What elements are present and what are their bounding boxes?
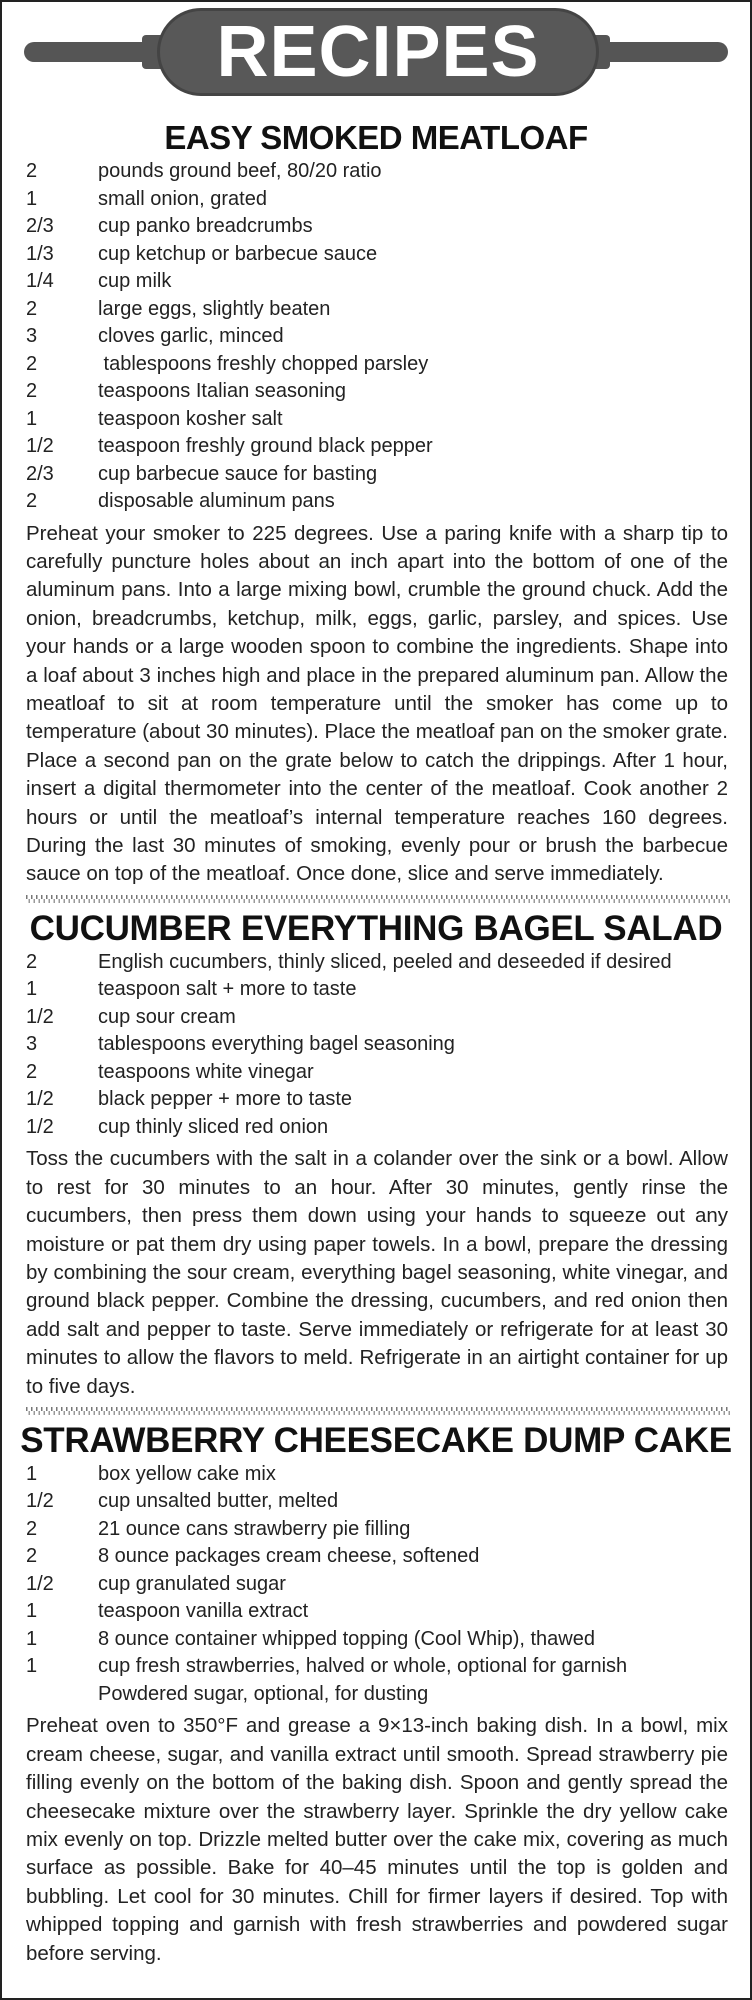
recipe-easy-smoked-meatloaf [2, 118, 750, 889]
ingredient-row [26, 1461, 730, 1489]
ingredient-list [2, 949, 750, 1142]
ingredient-qty: 1 [26, 978, 38, 1001]
ingredient-desc: disposable aluminum pans [98, 490, 335, 512]
ingredient-desc: cup fresh strawberries, halved or whole, optional for garnish [98, 1655, 628, 1678]
ingredient-desc: large eggs, slightly beaten [98, 297, 331, 320]
ingredient-row [26, 461, 730, 489]
ingredient-row [26, 1004, 730, 1032]
ingredient-row [26, 1059, 730, 1087]
ingredient-desc: 8 ounce container whipped topping (Cool Whip), thawed [98, 1627, 595, 1650]
ingredient-list [2, 158, 750, 516]
ingredient-qty: 2/3 [26, 462, 54, 485]
ingredient-qty: 2 [26, 352, 38, 375]
ingredient-qty: 1 [26, 407, 38, 430]
ingredient-desc: cup thinly sliced red onion [98, 1115, 329, 1138]
ingredient-desc: teaspoon freshly ground black pepper [98, 435, 433, 457]
ingredient-desc: teaspoon kosher salt [98, 407, 283, 430]
ingredient-row [26, 213, 730, 241]
ingredient-row [26, 433, 730, 461]
ingredient-desc: English cucumbers, thinly sliced, peeled and deseeded if desired [98, 950, 672, 973]
ingredient-qty: 1/2 [26, 1088, 54, 1111]
ingredient-row [26, 1653, 730, 1681]
ingredient-row [26, 1516, 730, 1544]
ingredient-qty: 2 [26, 490, 38, 512]
ingredient-row [26, 1543, 730, 1571]
recipe-instructions: Preheat oven to 350°F and grease a 9×13-inch baking dish. In a bowl, mix cream cheese, sugar, and vanilla extract until smooth. Spread strawberry pie filling evenly on the bottom of the baking dish. Spoon and gently spread the cheesecake mixture over the strawberry layer. Sprinkle the dry yellow cake mix evenly on top. Drizzle melted butter over the cake mix, covering as much surface as possible. Bake for 40–45 minutes until the top is golden and bubbling. Let cool for 30 minutes. Chill for firmer layers if desired. Top with whipped topping and garnish with fresh strawberries and powdered sugar before serving. [26, 1714, 728, 1965]
ingredient-desc: small onion, grated [98, 187, 267, 210]
ingredient-row [26, 949, 730, 977]
ingredient-desc: 21 ounce cans strawberry pie filling [98, 1517, 411, 1540]
ingredient-qty: 2 [26, 950, 38, 973]
ingredient-row [26, 1571, 730, 1599]
ingredient-desc: teaspoons Italian seasoning [98, 380, 346, 402]
ingredient-row [26, 378, 730, 406]
ingredient-desc: teaspoon salt + more to taste [98, 978, 357, 1001]
ingredient-row [26, 1114, 730, 1142]
recipe-instructions: Toss the cucumbers with the salt in a colander over the sink or a bowl. Allow to rest for 30 minutes to an hour. After 30 minutes, gently rinse the cucumbers, then press them down using your hands to squeeze out any moisture or pat them dry using paper towels. In a bowl, prepare the dressing by combining the sour cream, everything bagel seasoning, white vinegar, and ground black pepper. Combine the dressing, cucumbers, and red onion then add salt and pepper to taste. Serve immediately or refrigerate for at least 30 minutes to allow the flavors to meld. Refrigerate in an airtight container for up to five days. [26, 1147, 728, 1398]
ingredient-qty: 1/2 [26, 1005, 54, 1028]
ingredient-desc: teaspoons white vinegar [98, 1060, 314, 1083]
ingredient-qty: 1 [26, 187, 38, 210]
ingredient-row [26, 296, 730, 324]
ingredient-row [26, 241, 730, 269]
ingredient-qty: 3 [26, 1033, 38, 1056]
section-divider [26, 895, 730, 903]
ingredient-qty: 2/3 [26, 215, 54, 237]
ingredient-qty: 1/2 [26, 1490, 54, 1513]
ingredient-row [26, 186, 730, 214]
rolling-pin-header [2, 2, 750, 122]
ingredient-row [26, 1488, 730, 1516]
ingredient-qty: 2 [26, 1545, 38, 1568]
ingredient-qty: 1/2 [26, 435, 54, 457]
ingredient-desc: pounds ground beef, 80/20 ratio [98, 160, 382, 182]
ingredient-qty: 1/4 [26, 270, 54, 292]
ingredient-row [26, 488, 730, 516]
ingredient-row [26, 1086, 730, 1114]
ingredient-desc: cup barbecue sauce for basting [98, 462, 378, 485]
ingredient-desc: Powdered sugar, optional, for dusting [98, 1682, 429, 1705]
ingredient-row [26, 158, 730, 186]
ingredient-qty: 1 [26, 1655, 38, 1678]
ingredient-desc: black pepper + more to taste [98, 1088, 353, 1111]
ingredient-row [26, 1598, 730, 1626]
ingredient-desc: cup ketchup or barbecue sauce [98, 242, 378, 265]
ingredient-qty: 1 [26, 1600, 38, 1623]
recipe-title: EASY SMOKED MEATLOAF [164, 119, 588, 156]
ingredient-desc: tablespoons everything bagel seasoning [98, 1033, 455, 1056]
ingredient-desc: cup sour cream [98, 1005, 236, 1028]
ingredient-row [26, 1626, 730, 1654]
recipe-instructions: Preheat your smoker to 225 degrees. Use a paring knife with a sharp tip to carefully puncture holes about an inch apart into the bottom of one of the aluminum pans. Into a large mixing bowl, crumble the ground chuck. Add the onion, breadcrumbs, ketchup, milk, eggs, garlic, parsley, and spices. Use your hands or a large wooden spoon to combine the ingredients. Shape into a loaf about 3 inches high and place in the prepared aluminum pan. Allow the meatloaf to sit at room temperature until the smoker has come up to temperature (about 30 minutes). Place the meatloaf pan on the smoker grate. Place a second pan on the grate below to catch the drippings. After 1 hour, insert a digital thermometer into the center of the meatloaf. Cook another 2 hours or until the meatloaf’s internal temperature reaches 160 degrees. During the last 30 minutes of smoking, evenly pour or brush the barbecue sauce on top of the meatloaf. Once done, slice and serve immediately. [26, 521, 728, 886]
ingredient-desc: cup unsalted butter, melted [98, 1490, 339, 1513]
rolling-pin-body [157, 8, 599, 96]
ingredient-qty: 2 [26, 1517, 38, 1540]
ingredient-desc: teaspoon vanilla extract [98, 1600, 309, 1623]
ingredient-desc: cup granulated sugar [98, 1572, 286, 1595]
ingredient-desc: tablespoons freshly chopped parsley [98, 352, 429, 375]
ingredient-qty: 1/2 [26, 1115, 54, 1138]
ingredient-qty: 1 [26, 1627, 38, 1650]
recipe-title: STRAWBERRY CHEESECAKE DUMP CAKE [20, 1420, 732, 1460]
ingredient-row [26, 1031, 730, 1059]
ingredient-desc: 8 ounce packages cream cheese, softened [98, 1545, 480, 1568]
ingredient-qty: 1/2 [26, 1572, 54, 1595]
recipe-strawberry-cheesecake-dump-cake [2, 1421, 750, 1968]
ingredient-list [2, 1461, 750, 1709]
ingredient-qty: 1 [26, 1462, 38, 1485]
recipe-cucumber-everything-bagel-salad [2, 909, 750, 1401]
ingredient-desc: cup panko breadcrumbs [98, 215, 313, 237]
ingredient-row [26, 976, 730, 1004]
ingredient-row [26, 351, 730, 379]
ingredient-row [26, 268, 730, 296]
recipe-title: CUCUMBER EVERYTHING BAGEL SALAD [29, 908, 723, 948]
ingredient-desc: cloves garlic, minced [98, 325, 284, 347]
ingredient-qty [26, 1681, 98, 1709]
ingredient-qty: 3 [26, 325, 38, 347]
ingredient-qty: 2 [26, 1060, 38, 1083]
ingredient-row [26, 323, 730, 351]
ingredient-qty: 2 [26, 160, 38, 182]
ingredient-row [26, 1681, 730, 1709]
page-title: RECIPES [216, 12, 540, 92]
ingredient-desc: box yellow cake mix [98, 1462, 276, 1485]
ingredient-qty: 2 [26, 380, 38, 402]
ingredient-desc: cup milk [98, 270, 172, 292]
ingredient-row [26, 406, 730, 434]
ingredient-qty: 1/3 [26, 242, 54, 265]
ingredient-qty: 2 [26, 297, 38, 320]
section-divider [26, 1407, 730, 1415]
